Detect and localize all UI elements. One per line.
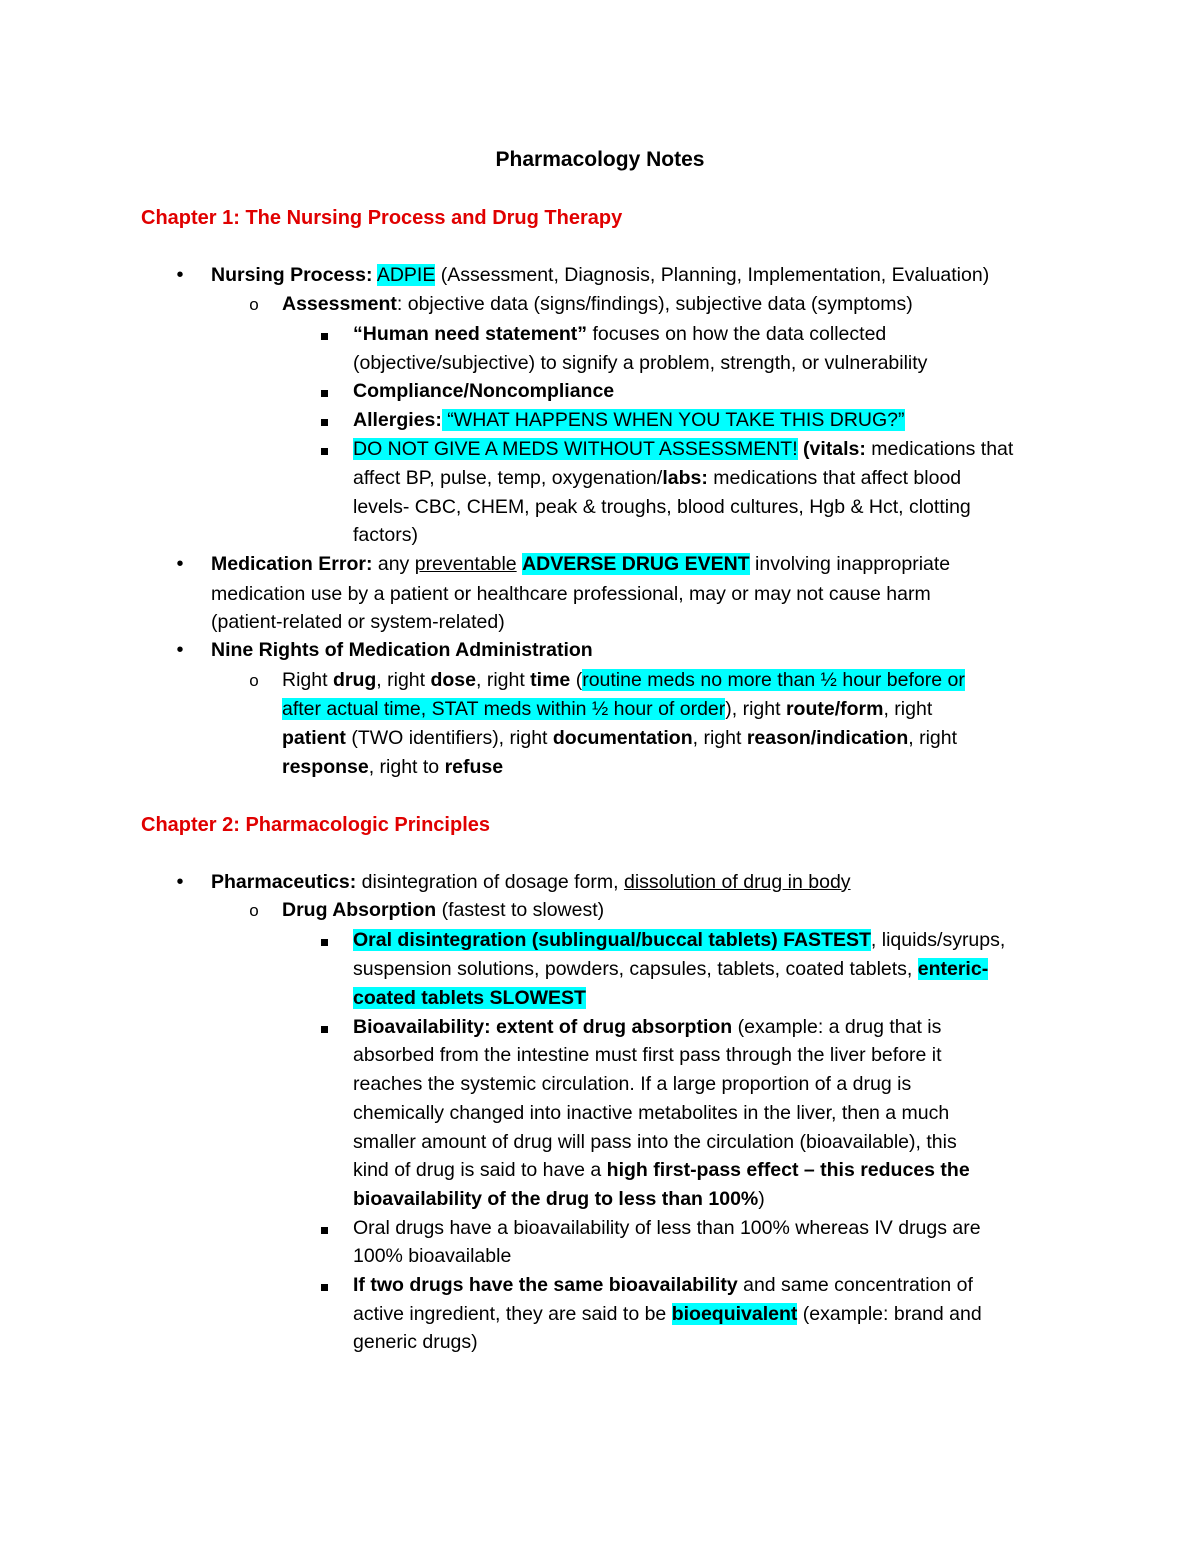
highlight: Oral disintegration (sublingual/buccal tablets) FASTEST [353,929,871,951]
text-line [353,984,586,1013]
nine-rights-item: Nine Rights of Medication Administration [211,639,593,661]
bullet-icon: • [176,264,184,286]
text-line: factors) [353,524,419,546]
highlight: DO NOT GIVE A MEDS WITHOUT ASSESSMENT! [353,438,798,460]
highlight: after actual time, STAT meds within ½ hour of order [282,698,726,720]
compliance-item: Compliance/Noncompliance [353,380,615,402]
text-line: kind of drug is said to have a high first-pass effect – this reduces the [353,1159,970,1181]
bioavailability-item: Bioavailability: extent of drug absorption (example: a drug that is [353,1016,942,1038]
do-not-give-item: DO NOT GIVE A MEDS WITHOUT ASSESSMENT! (vitals: medications that [353,438,1014,460]
highlight: bioequivalent [671,1303,798,1325]
text-line: reaches the systemic circulation. If a large proportion of a drug is [353,1073,912,1095]
square-bullet-icon [314,926,334,955]
text-line: patient (TWO identifiers), right documentation, right reason/indication, right [282,727,958,749]
text-line: bioavailability of the drug to less than 100%) [353,1188,765,1210]
chapter-2-heading: Chapter 2: Pharmacologic Principles [141,814,490,836]
medication-error-item: Medication Error: any preventable ADVERSE DRUG EVENT involving inappropriate [211,553,951,575]
square-bullet-icon [314,320,334,349]
rights-item: Right drug, right dose, right time (routine meds no more than ½ hour before or [282,669,965,691]
square-bullet-icon [314,377,334,406]
text-line: smaller amount of drug will pass into the circulation (bioavailable), this [353,1131,957,1153]
text-line: after actual time, STAT meds within ½ hour of order), right route/form, right [282,698,933,720]
human-need-item: “Human need statement” focuses on how the data collected [353,323,887,345]
bullet-icon: • [176,639,184,661]
text-line: chemically changed into inactive metabolites in the liver, then a much [353,1102,950,1124]
page-title: Pharmacology Notes [495,148,705,171]
text-line: affect BP, pulse, temp, oxygenation/labs: medications that affect blood [353,467,962,489]
text-line: absorbed from the intestine must first pass through the liver before it [353,1044,942,1066]
square-bullet-icon [314,1013,334,1042]
text-line: generic drugs) [353,1331,478,1353]
nursing-process-item: Nursing Process: ADPIE (Assessment, Diagnosis, Planning, Implementation, Evaluation) [211,264,990,286]
text-line: levels- CBC, CHEM, peak & troughs, blood cultures, Hgb & Hct, clotting [353,496,971,518]
text-line: medication use by a patient or healthcare professional, may or may not cause harm [211,583,931,605]
chapter-1-heading: Chapter 1: The Nursing Process and Drug Therapy [141,207,623,229]
highlight: “WHAT HAPPENS WHEN YOU TAKE THIS DRUG?” [441,409,905,431]
circle-bullet-icon: o [249,295,259,314]
text-line: active ingredient, they are said to be bioequivalent (example: brand and [353,1303,982,1325]
bioequivalent-item: If two drugs have the same bioavailability and same concentration of [353,1274,973,1296]
highlight: ADPIE [376,264,436,286]
text-line: (patient-related or system-related) [211,611,505,633]
text-line: suspension solutions, powders, capsules, tablets, coated tablets, enteric- [353,958,989,980]
assessment-item: Assessment: objective data (signs/findings), subjective data (symptoms) [282,293,913,315]
circle-bullet-icon: o [249,671,259,690]
highlight: ADVERSE DRUG EVENT [522,553,750,575]
highlight: routine meds no more than ½ hour before or [582,669,965,691]
oral-drugs-item: Oral drugs have a bioavailability of less than 100% whereas IV drugs are [353,1217,981,1239]
allergies-item: Allergies: “WHAT HAPPENS WHEN YOU TAKE THIS DRUG?” [353,409,905,431]
square-bullet-icon [314,435,334,464]
text-line: 100% bioavailable [353,1245,512,1267]
pharmaceutics-item: Pharmaceutics: disintegration of dosage form, dissolution of drug in body [211,871,851,893]
oral-disintegration-item: Oral disintegration (sublingual/buccal tablets) FASTEST, liquids/syrups, [353,929,1006,951]
bullet-icon: • [176,553,184,575]
bullet-icon: • [176,871,184,893]
drug-absorption-item: Drug Absorption (fastest to slowest) [282,899,605,921]
circle-bullet-icon: o [249,901,259,920]
square-bullet-icon [314,406,334,435]
highlight: enteric- [917,958,989,980]
square-bullet-icon [314,1271,334,1300]
highlight: coated tablets SLOWEST [353,987,586,1009]
square-bullet-icon [314,1214,334,1243]
text-line: (objective/subjective) to signify a problem, strength, or vulnerability [353,352,928,374]
text-line: response, right to refuse [282,756,504,778]
